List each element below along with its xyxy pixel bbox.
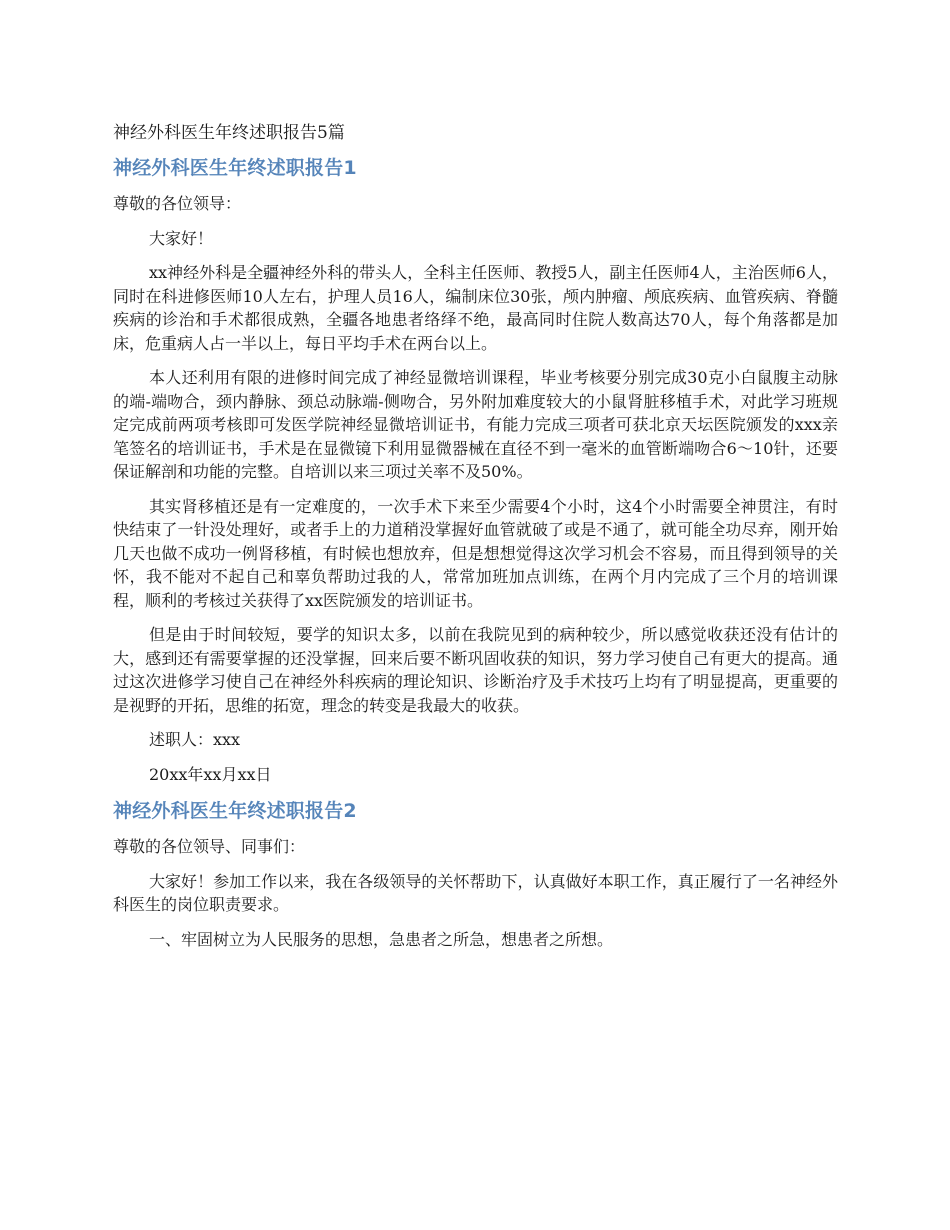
report-section-2 bbox=[113, 797, 838, 951]
body-paragraph: xx神经外科是全疆神经外科的带头人，全科主任医师、教授5人，副主任医师4人，主治医师6人，同时在科进修医师10人左右，护理人员16人，编制床位30张，颅内肿瘤、颅底疾病、血管疾病、脊髓疾病的诊治和手术都很成熟，全疆各地患者络绎不绝，最高同时住院人数高达70人，每个角落都是加床，危重病人占一半以上，每日平均手术在两台以上。 bbox=[113, 263, 838, 353]
greeting: 大家好！ bbox=[149, 228, 214, 248]
body-paragraph: 大家好！参加工作以来，我在各级领导的关怀帮助下，认真做好本职工作，真正履行了一名神经外科医生的岗位职责要求。 bbox=[113, 871, 838, 914]
report-section-1 bbox=[113, 154, 838, 786]
section-heading: 神经外科医生年终述职报告2 bbox=[113, 800, 357, 822]
body-paragraph: 本人还利用有限的进修时间完成了神经显微培训课程，毕业考核要分别完成30克小白鼠腹主动脉的端-端吻合，颈内静脉、颈总动脉端-侧吻合，另外附加难度较大的小鼠肾脏移植手术，对此学习班规定完成前两项考核即可发医学院神经显微培训证书，有能力完成三项者可获北京天坛医院颁发的xxx亲笔签名的培训证书，手术是在显微镜下利用显微器械在直径不到一毫米的血管断端吻合6～10针，还要保证解剖和功能的完整。自培训以来三项过关率不及50%。 bbox=[113, 368, 838, 481]
salutation: 尊敬的各位领导： bbox=[113, 194, 242, 213]
document-title: 神经外科医生年终述职报告5篇 bbox=[113, 123, 345, 143]
section-heading: 神经外科医生年终述职报告1 bbox=[113, 157, 357, 179]
body-paragraph: 其实肾移植还是有一定难度的，一次手术下来至少需要4个小时，这4个小时需要全神贯注，有时快结束了一针没处理好，或者手上的力道稍没掌握好血管就破了或是不通了，就可能全功尽弃，刚开始几天也做不成功一例肾移植，有时候也想放弃，但是想想觉得这次学习机会不容易，而且得到领导的关怀，我不能对不起自己和辜负帮助过我的人，常常加班加点训练，在两个月内完成了三个月的培训课程，顺利的考核过关获得了xx医院颁发的培训证书。 bbox=[113, 496, 838, 610]
body-paragraph: 一、牢固树立为人民服务的思想，急患者之所急，想患者之所想。 bbox=[149, 929, 614, 949]
salutation: 尊敬的各位领导、同事们： bbox=[113, 837, 306, 856]
body-paragraph: 但是由于时间较短，要学的知识太多，以前在我院见到的病种较少，所以感觉收获还没有估计的大，感到还有需要掌握的还没掌握，回来后要不断巩固收获的知识，努力学习使自己有更大的提高。通过这次进修学习使自己在神经外科疾病的理论知识、诊断治疗及手术技巧上均有了明显提高，更重要的是视野的开拓，思维的拓宽，理念的转变是我最大的收获。 bbox=[113, 625, 838, 715]
date: 20xx年xx月xx日 bbox=[149, 764, 272, 784]
signature: 述职人：xxx bbox=[149, 730, 241, 749]
document-page bbox=[113, 120, 838, 962]
